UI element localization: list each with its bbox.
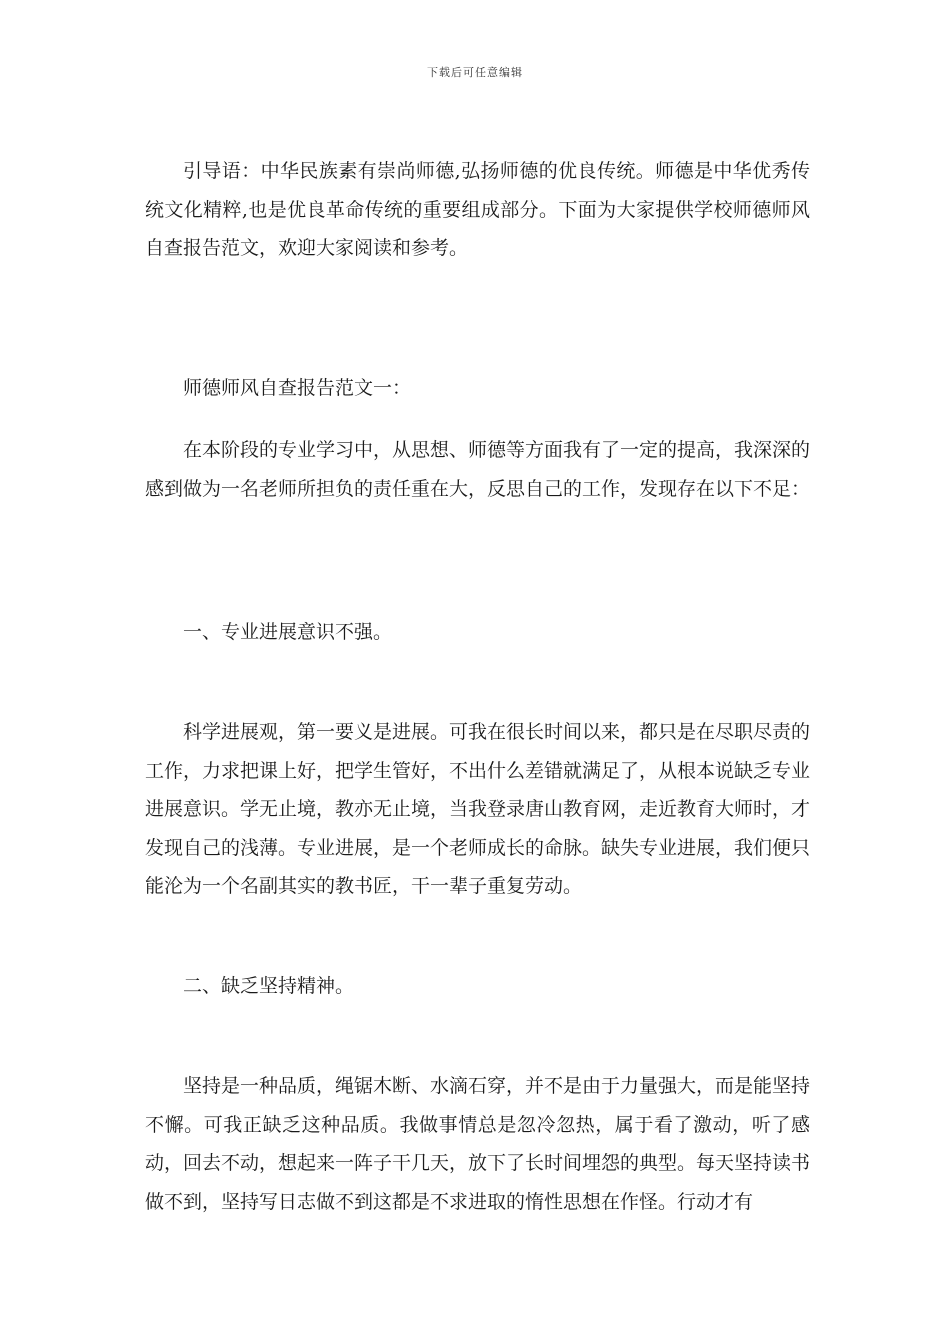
point-two-paragraph: 坚持是一种品质，绳锯木断、水滴石穿，并不是由于力量强大，而是能坚持不懈。可我正缺乏这种品质。我做事情总是忽冷忽热，属于看了激动，听了感动，回去不动，想起来一阵子干几天，放下了长时间埋怨的典型。每天坚持读书做不到，坚持写日志做不到这都是不求进取的惰性思想在作怪。行动才有: [145, 1075, 811, 1213]
section-title-sample-one: 师德师风自查报告范文一：: [183, 377, 412, 399]
point-one-paragraph: 科学进展观，第一要义是进展。可我在很长时间以来，都只是在尽职尽责的工作，力求把课上好，把学生管好，不出什么差错就满足了，从根本说缺乏专业进展意识。学无止境，教亦无止境，当我登录唐山教育网，走近教育大师时，才发现自己的浅薄。专业进展，是一个老师成长的命脉。缺失专业进展，我们便只能沦为一个名副其实的教书匠，干一辈子重复劳动。: [145, 721, 811, 897]
heading-point-two: 二、缺乏坚持精神。: [183, 975, 355, 997]
intro-paragraph: 引导语：中华民族素有崇尚师德,弘扬师德的优良传统。师德是中华优秀传统文化精粹,也是优良革命传统的重要组成部分。下面为大家提供学校师德师风自查报告范文，欢迎大家阅读和参考。: [145, 160, 810, 259]
heading-point-one: 一、专业进展意识不强。: [183, 621, 393, 643]
reflection-paragraph: 在本阶段的专业学习中，从思想、师德等方面我有了一定的提高，我深深的感到做为一名老师所担负的责任重在大，反思自己的工作，发现存在以下不足：: [145, 439, 811, 500]
page-header: 下载后可任意编辑: [427, 66, 523, 79]
